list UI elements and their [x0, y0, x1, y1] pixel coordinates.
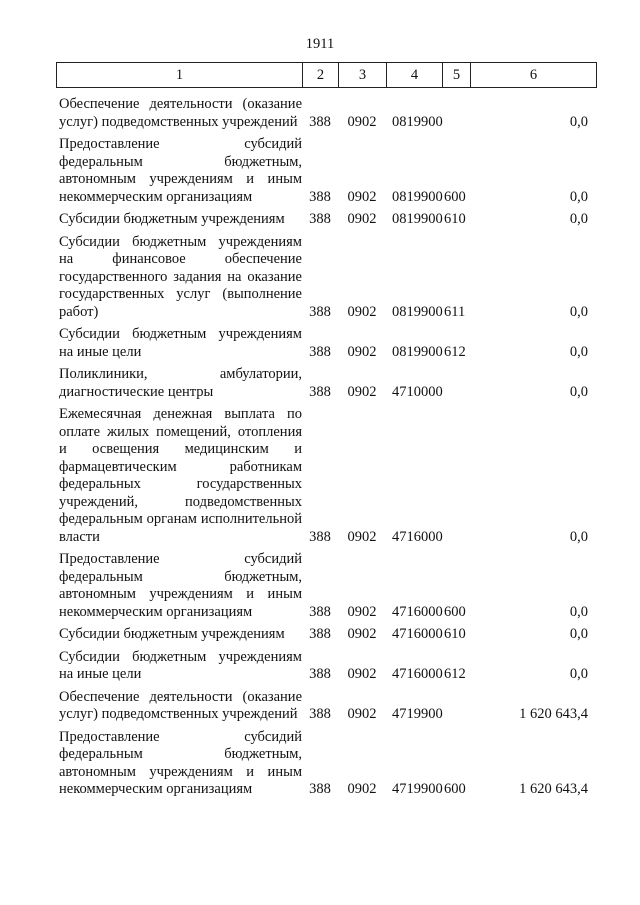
row-name-text: Субсидии бюджетным учреждениям: [59, 626, 285, 642]
row-name: [56, 361, 302, 401]
row-col-3: 0902: [347, 113, 377, 130]
row-col-5: [442, 401, 470, 546]
table-row: [56, 91, 596, 131]
row-col-5: 611: [444, 303, 466, 320]
row-col-4: 0819900: [392, 113, 443, 130]
row-col-2: 388: [309, 303, 331, 320]
row-col-6: 0,0: [569, 211, 588, 227]
column-header-table: [56, 62, 597, 88]
row-col-6: 0,0: [569, 343, 588, 360]
column-header-3: 3: [339, 63, 387, 88]
row-name: [56, 131, 302, 206]
row-col-2: 388: [309, 343, 331, 360]
row-name-text: Субсидии бюджетным учреждениям на иные цели: [59, 648, 302, 682]
row-col-2: 388: [309, 603, 331, 620]
row-col-5: [442, 684, 470, 724]
row-name-text: Предоставление субсидий федеральным бюджетным, автономным учреждениям и иным некоммерческим организациям: [59, 551, 302, 620]
row-col-3: 0902: [347, 781, 377, 797]
row-col-6: 0,0: [569, 303, 588, 320]
row-col-5: 600: [444, 188, 466, 205]
row-col-5: 600: [444, 781, 466, 797]
row-col-3: 0902: [347, 343, 377, 360]
row-col-6: 0,0: [569, 528, 588, 545]
row-col-6: 0,0: [569, 626, 588, 642]
table-row: [56, 724, 596, 799]
row-name: [56, 621, 302, 644]
row-col-3: 0902: [347, 303, 377, 320]
row-name: [56, 206, 302, 229]
page-number: 1911: [305, 36, 335, 52]
row-col-6: 1 620 643,4: [519, 706, 588, 722]
table-row: [56, 644, 596, 684]
row-col-4: 4716000: [392, 603, 443, 620]
row-col-4: 4716000: [392, 626, 443, 642]
row-name-text: Субсидии бюджетным учреждениям: [59, 211, 285, 227]
row-col-3: 0902: [347, 706, 377, 722]
row-col-5: 610: [444, 626, 466, 642]
table-row: [56, 206, 596, 229]
row-col-2: 388: [309, 113, 331, 130]
row-col-4: 0819900: [392, 211, 443, 227]
row-name: [56, 644, 302, 684]
row-col-6: 1 620 643,4: [519, 781, 588, 797]
table-row: [56, 684, 596, 724]
table-row: [56, 546, 596, 621]
row-col-2: 388: [309, 211, 331, 227]
row-col-5: 610: [444, 211, 466, 227]
budget-table: [56, 91, 596, 799]
column-header-1: 1: [57, 63, 303, 88]
table-row: [56, 361, 596, 401]
row-col-2: 388: [309, 626, 331, 642]
row-col-4: 4710000: [392, 383, 443, 400]
row-col-3: 0902: [347, 528, 377, 545]
row-name: [56, 91, 302, 131]
row-name-text: Предоставление субсидий федеральным бюджетным, автономным учреждениям и иным некоммерческим организациям: [59, 136, 302, 205]
row-name: [56, 546, 302, 621]
row-col-6: 0,0: [569, 666, 588, 682]
column-header-2: 2: [303, 63, 339, 88]
row-name-text: Предоставление субсидий федеральным бюджетным, автономным учреждениям и иным некоммерческим организациям: [59, 728, 302, 797]
row-name-text: Обеспечение деятельности (оказание услуг) подведомственных учреждений: [59, 96, 302, 130]
column-header-4: 4: [387, 63, 443, 88]
row-col-4: 4716000: [392, 528, 443, 545]
row-col-6: 0,0: [569, 113, 588, 130]
row-name: [56, 684, 302, 724]
table-row: [56, 401, 596, 546]
row-col-4: 4719900: [392, 781, 443, 797]
table-row: [56, 229, 596, 322]
row-col-3: 0902: [347, 626, 377, 642]
row-col-6: 0,0: [569, 383, 588, 400]
row-col-2: 388: [309, 188, 331, 205]
row-name-text: Ежемесячная денежная выплата по оплате жилых помещений, отопления и освещения медицинским и фармацевтическим работникам федеральных государственных учреждений, подведомственных федеральным органам исполнительной власти: [59, 406, 302, 545]
table-row: [56, 621, 596, 644]
row-col-5: [442, 91, 470, 131]
row-name-text: Субсидии бюджетным учреждениям на иные цели: [59, 326, 302, 360]
row-col-2: 388: [309, 666, 331, 682]
column-header-row: [57, 63, 597, 88]
row-col-6: 0,0: [569, 603, 588, 620]
row-name: [56, 401, 302, 546]
row-col-5: 612: [444, 666, 466, 682]
row-col-3: 0902: [347, 603, 377, 620]
row-col-3: 0902: [347, 188, 377, 205]
row-col-5: 600: [444, 603, 466, 620]
budget-table-body: [56, 91, 596, 799]
row-name: [56, 229, 302, 322]
row-col-3: 0902: [347, 666, 377, 682]
column-header-6: 6: [471, 63, 597, 88]
row-name-text: Поликлиники, амбулатории, диагностические центры: [59, 366, 302, 400]
column-header-5: 5: [443, 63, 471, 88]
row-col-4: 4719900: [392, 706, 443, 722]
row-col-3: 0902: [347, 211, 377, 227]
row-name-text: Субсидии бюджетным учреждениям на финансовое обеспечение государственного задания на оказание государственных услуг (выполнение работ): [59, 233, 302, 320]
row-name-text: Обеспечение деятельности (оказание услуг) подведомственных учреждений: [59, 688, 302, 722]
row-name: [56, 724, 302, 799]
row-col-4: 4716000: [392, 666, 443, 682]
row-col-2: 388: [309, 528, 331, 545]
row-col-4: 0819900: [392, 303, 443, 320]
row-col-5: 612: [444, 343, 466, 360]
row-col-6: 0,0: [569, 188, 588, 205]
table-row: [56, 321, 596, 361]
row-col-2: 388: [309, 383, 331, 400]
row-col-2: 388: [309, 706, 331, 722]
row-col-4: 0819900: [392, 343, 443, 360]
row-col-2: 388: [309, 781, 331, 797]
row-col-4: 0819900: [392, 188, 443, 205]
table-row: [56, 131, 596, 206]
row-name: [56, 321, 302, 361]
row-col-5: [442, 361, 470, 401]
row-col-3: 0902: [347, 383, 377, 400]
